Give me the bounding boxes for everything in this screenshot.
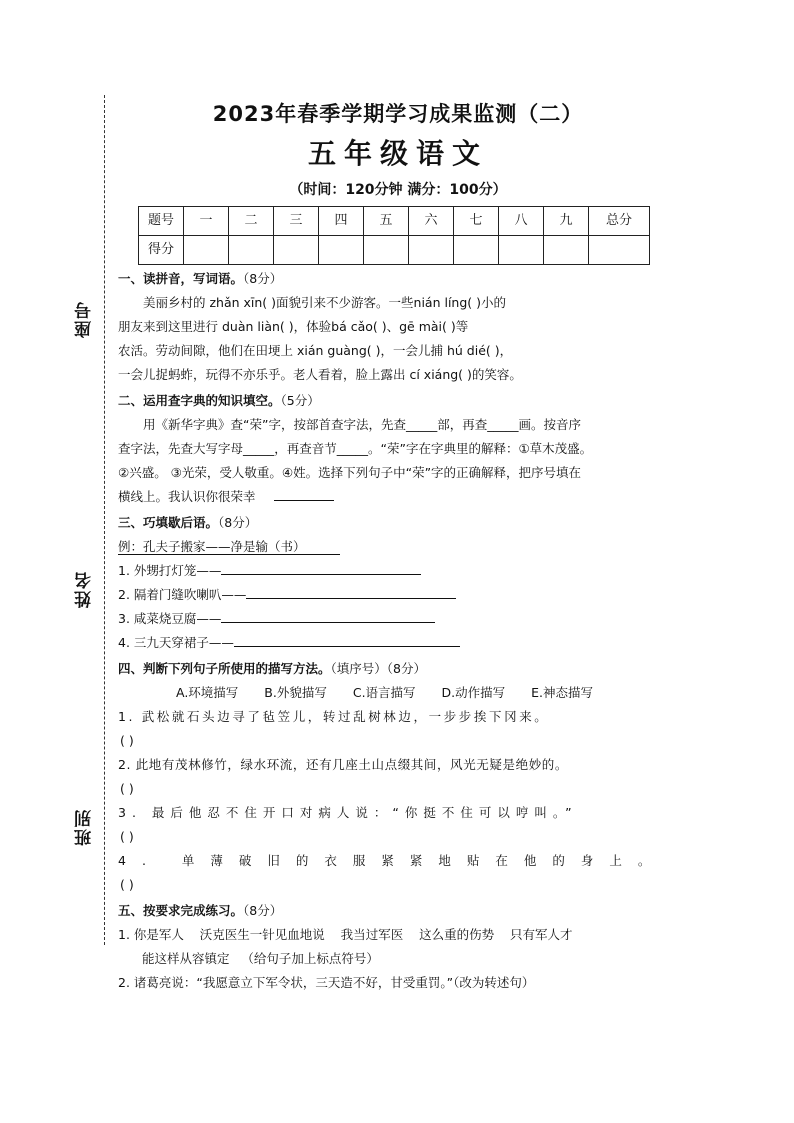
score-cell[interactable] [184,236,229,265]
section-3-heading [118,511,678,535]
section-1-heading [118,267,678,291]
section-5-title: 五、按要求完成练习。 [118,903,244,918]
total-score-cell[interactable] [589,236,650,265]
section-3-item-text: 3. 咸菜烧豆腐—— [118,611,222,626]
student-name-label: 姓名 [75,570,95,608]
seat-number-label: 座号 [75,300,95,338]
score-cell[interactable] [229,236,274,265]
section-3-example [118,535,678,559]
example-text: 例：孔夫子搬家——净是输（书） [118,539,340,555]
question-number: 一 [184,207,229,236]
question-number: 六 [409,207,454,236]
answer-parentheses[interactable]: ( ) [120,829,134,844]
section-1-line: 美丽乡村的 zhǎn xīn( )面貌引来不少游客。一些nián líng( )小的 [143,295,507,310]
question-number: 三 [274,207,319,236]
section-1-line: 朋友来到这里进行 duàn liàn( )，体验bá cǎo( )、gē mài( )等 [118,319,469,334]
answer-blank[interactable] [234,632,460,647]
option-c: C.语言描写 [352,685,416,700]
section-4-item: 3. 最后他忍不住开口对病人说：“你挺不住可以哼叫。” [118,805,578,820]
exam-title: 2023年春季学期学习成果监测（二） [212,102,584,126]
section-3-item [118,583,678,607]
question-number: 五 [364,207,409,236]
answer-blank[interactable] [246,584,456,599]
section-5-item-1: 1. 你是军人 沃克医生一针见血地说 我当过军医 这么重的伤势 只有军人才 [118,927,573,942]
exam-content [118,98,678,995]
option-d: D.动作描写 [441,685,506,700]
section-2-points: （5分） [280,393,320,408]
section-4-options [176,681,678,705]
binding-dashed-line [104,95,105,945]
score-cell[interactable] [409,236,454,265]
answer-parentheses[interactable]: ( ) [120,733,134,748]
section-3-item [118,607,678,631]
section-5-item-2: 2. 诸葛亮说：“我愿意立下军令状，三天造不好，甘受重罚。”（改为转述句） [118,975,535,990]
section-2-line: ②兴盛。 ③光荣，受人敬重。④姓。选择下列句子中“荣”字的正确解释，把序号填在 [118,465,582,480]
section-2-line: 用《新华字典》查“荣”字，按部首查字法，先查_____部，再查_____画。按音序 [143,417,581,432]
section-2-last-line [118,485,678,509]
section-3-points: （8分） [218,515,258,530]
section-5-points: （8分） [243,903,283,918]
option-e: E.神态描写 [531,685,593,700]
score-cell[interactable] [544,236,589,265]
section-4-points: （填序号）（8分） [330,661,426,676]
class-label: 班别 [75,808,95,846]
score-cell[interactable] [274,236,319,265]
score-cell[interactable] [319,236,364,265]
section-3-item [118,631,678,655]
section-1-line: 农活。劳动间隙，他们在田埂上 xián guàng( )，一会儿捕 hú dié( )， [118,343,513,358]
section-4-heading [118,657,678,681]
score-row-label: 得分 [139,236,184,265]
section-3-item-text: 2. 隔着门缝吹喇叭—— [118,587,247,602]
score-cell[interactable] [364,236,409,265]
section-4-item: 4. 单薄破旧的衣服紧紧地贴在他的身上。 [118,853,667,868]
section-1-line: 一会儿捉蚂蚱，玩得不亦乐乎。老人看着，脸上露出 cí xiáng( )的笑容。 [118,367,522,382]
answer-blank[interactable] [274,486,334,501]
total-score-header: 总分 [589,207,650,236]
score-cell[interactable] [499,236,544,265]
option-a: A.环境描写 [176,685,239,700]
answer-parentheses[interactable]: ( ) [120,877,134,892]
score-cell[interactable] [454,236,499,265]
section-4-item: 2. 此地有茂林修竹，绿水环流，还有几座土山点缀其间，风光无疑是绝妙的。 [118,757,569,772]
section-1-title: 一、读拼音，写词语。 [118,271,244,286]
section-3-item [118,559,678,583]
section-2-title: 二、运用查字典的知识填空。 [118,393,281,408]
question-number: 四 [319,207,364,236]
section-4-title: 四、判断下列句子所使用的描写方法。 [118,661,331,676]
option-b: B.外貌描写 [264,685,327,700]
question-number: 二 [229,207,274,236]
answer-blank[interactable] [221,608,435,623]
section-5-heading [118,899,678,923]
question-number: 九 [544,207,589,236]
exam-meta: （时间：120分钟 满分：100分） [289,182,507,198]
section-2-line: 横线上。我认识你很荣幸 [118,489,256,504]
section-3-item-text: 4. 三九天穿裙子—— [118,635,234,650]
score-table [138,206,650,265]
exam-subject: 五年级语文 [307,137,488,170]
answer-parentheses[interactable]: ( ) [120,781,134,796]
section-2-line: 查字法，先查大写字母_____，再查音节_____。“荣”字在字典里的解释：①草木茂盛。 [118,441,593,456]
section-3-title: 三、巧填歇后语。 [118,515,219,530]
section-3-item-text: 1. 外甥打灯笼—— [118,563,222,578]
question-number: 七 [454,207,499,236]
section-4-item: 1. 武松就石头边寻了毡笠儿，转过乱树林边，一步步挨下冈来。 [118,709,550,724]
score-table-header: 题号 [139,207,184,236]
section-5-item-1-cont: 能这样从容镇定 （给句子加上标点符号） [142,951,379,966]
answer-blank[interactable] [221,560,421,575]
section-1-points: （8分） [243,271,283,286]
section-2-heading [118,389,678,413]
question-number: 八 [499,207,544,236]
